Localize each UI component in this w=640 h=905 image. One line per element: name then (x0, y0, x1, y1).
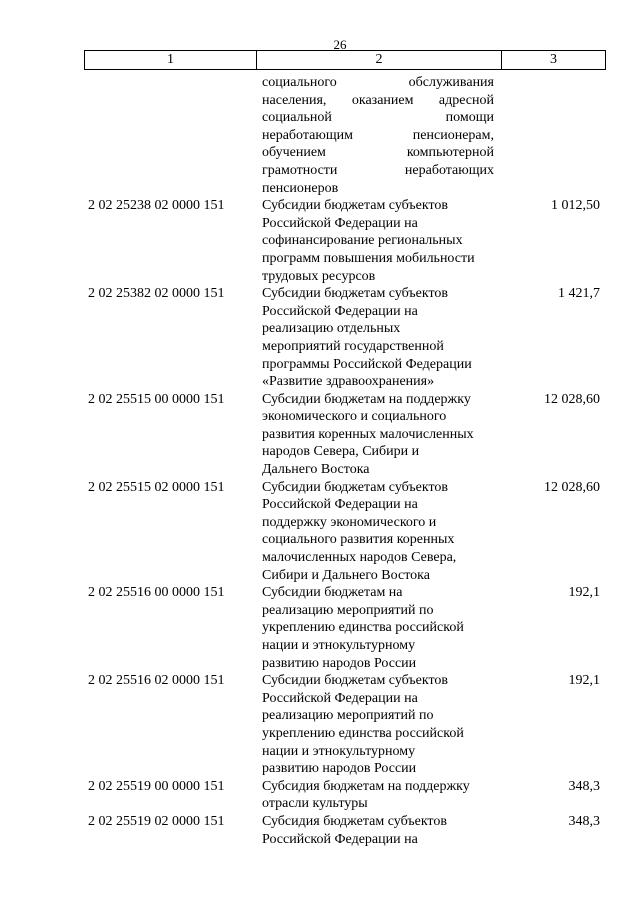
row-amount: 192,1 (568, 673, 600, 689)
description-line: малочисленных народов Севера, (262, 550, 457, 566)
description-line: Сибири и Дальнего Востока (262, 567, 430, 583)
row-description (262, 813, 494, 848)
table-row (0, 778, 640, 813)
row-amount: 12 028,60 (544, 391, 600, 407)
table-row (0, 197, 640, 285)
row-amount (494, 74, 600, 197)
description-line: трудовых ресурсов (262, 268, 376, 284)
description-line: экономического и социального (262, 409, 447, 425)
description-line: социальной помощи (262, 110, 494, 126)
row-amount: 348,3 (568, 778, 600, 794)
header-column-2: 2 (257, 51, 502, 69)
row-description (262, 479, 494, 585)
description-line: Российской Федерации на (262, 831, 418, 847)
description-line: грамотности неработающих (262, 162, 494, 178)
row-code: 2 02 25382 02 0000 151 (88, 286, 225, 302)
description-line: пенсионеров (262, 180, 339, 196)
page-number: 26 (333, 37, 347, 52)
description-line: реализацию отдельных (262, 321, 401, 337)
description-line: Субсидия бюджетам на поддержку (262, 778, 470, 794)
row-description (262, 672, 494, 778)
row-amount: 192,1 (568, 585, 600, 601)
description-line: нации и этнокультурному (262, 743, 416, 759)
row-amount: 348,3 (568, 813, 600, 829)
description-line: «Развитие здравоохранения» (262, 374, 435, 390)
table-row (0, 285, 640, 391)
description-line: нации и этнокультурному (262, 638, 416, 653)
row-code: 2 02 25515 02 0000 151 (88, 479, 225, 495)
description-line: мероприятий государственной (262, 338, 444, 354)
description-line: Российской Федерации на (262, 215, 418, 231)
header-column-3: 3 (550, 52, 557, 67)
description-line: социального обслуживания (262, 75, 494, 90)
description-line: населения, оказанием адресной (262, 92, 494, 108)
description-line: Дальнего Востока (262, 462, 370, 478)
row-description (262, 74, 494, 197)
description-line: социального развития коренных (262, 532, 455, 548)
description-line: Российской Федерации на (262, 690, 418, 706)
row-code: 2 02 25515 00 0000 151 (88, 391, 225, 407)
description-line: реализацию мероприятий по (262, 602, 434, 618)
description-line: развитию народов России (262, 761, 417, 777)
description-line: программы Российской Федерации (262, 356, 472, 372)
description-line: Российской Федерации на (262, 303, 418, 319)
table-header (84, 50, 606, 70)
description-line: Субсидия бюджетам субъектов (262, 813, 447, 829)
description-line: Российской Федерации на (262, 497, 418, 513)
table-row (0, 391, 640, 479)
description-line: Субсидии бюджетам на (262, 585, 403, 601)
row-amount: 1 012,50 (551, 198, 600, 214)
description-line: Субсидии бюджетам на поддержку (262, 391, 471, 407)
table-row (0, 584, 640, 672)
description-line: отрасли культуры (262, 796, 368, 812)
description-line: реализацию мероприятий по (262, 708, 434, 724)
header-column-1: 1 (85, 51, 257, 69)
row-code: 2 02 25516 02 0000 151 (88, 673, 225, 689)
description-line: укреплению единства российской (262, 725, 464, 741)
row-amount: 12 028,60 (544, 479, 600, 495)
description-line: Субсидии бюджетам субъектов (262, 286, 449, 302)
table-row-continuation (0, 74, 640, 197)
row-code: 2 02 25519 00 0000 151 (88, 778, 225, 794)
row-amount: 1 421,7 (558, 286, 600, 302)
description-line: софинансирование региональных (262, 233, 463, 249)
row-description (262, 197, 494, 285)
description-line: Субсидии бюджетам субъектов (262, 673, 449, 689)
row-description (262, 391, 494, 479)
table-row (0, 479, 640, 585)
table-row (0, 672, 640, 778)
row-code: 2 02 25238 02 0000 151 (88, 198, 225, 214)
description-line: Субсидии бюджетам субъектов (262, 479, 449, 495)
row-description (262, 584, 494, 672)
description-line: укреплению единства российской (262, 620, 464, 636)
description-line: развития коренных малочисленных (262, 426, 474, 442)
description-line: Субсидии бюджетам субъектов (262, 198, 449, 214)
description-line: поддержку экономического и (262, 514, 437, 530)
row-description (262, 778, 494, 813)
description-line: программ повышения мобильности (262, 250, 475, 266)
row-code: 2 02 25519 02 0000 151 (88, 813, 225, 829)
table-body (0, 74, 640, 848)
row-description (262, 285, 494, 391)
description-line: обучением компьютерной (262, 145, 494, 161)
description-line: народов Севера, Сибири и (262, 444, 420, 460)
description-line: развитию народов России (262, 655, 417, 671)
row-code (0, 74, 262, 197)
row-code: 2 02 25516 00 0000 151 (88, 585, 225, 601)
description-line: неработающим пенсионерам, (262, 127, 494, 143)
table-row (0, 813, 640, 848)
